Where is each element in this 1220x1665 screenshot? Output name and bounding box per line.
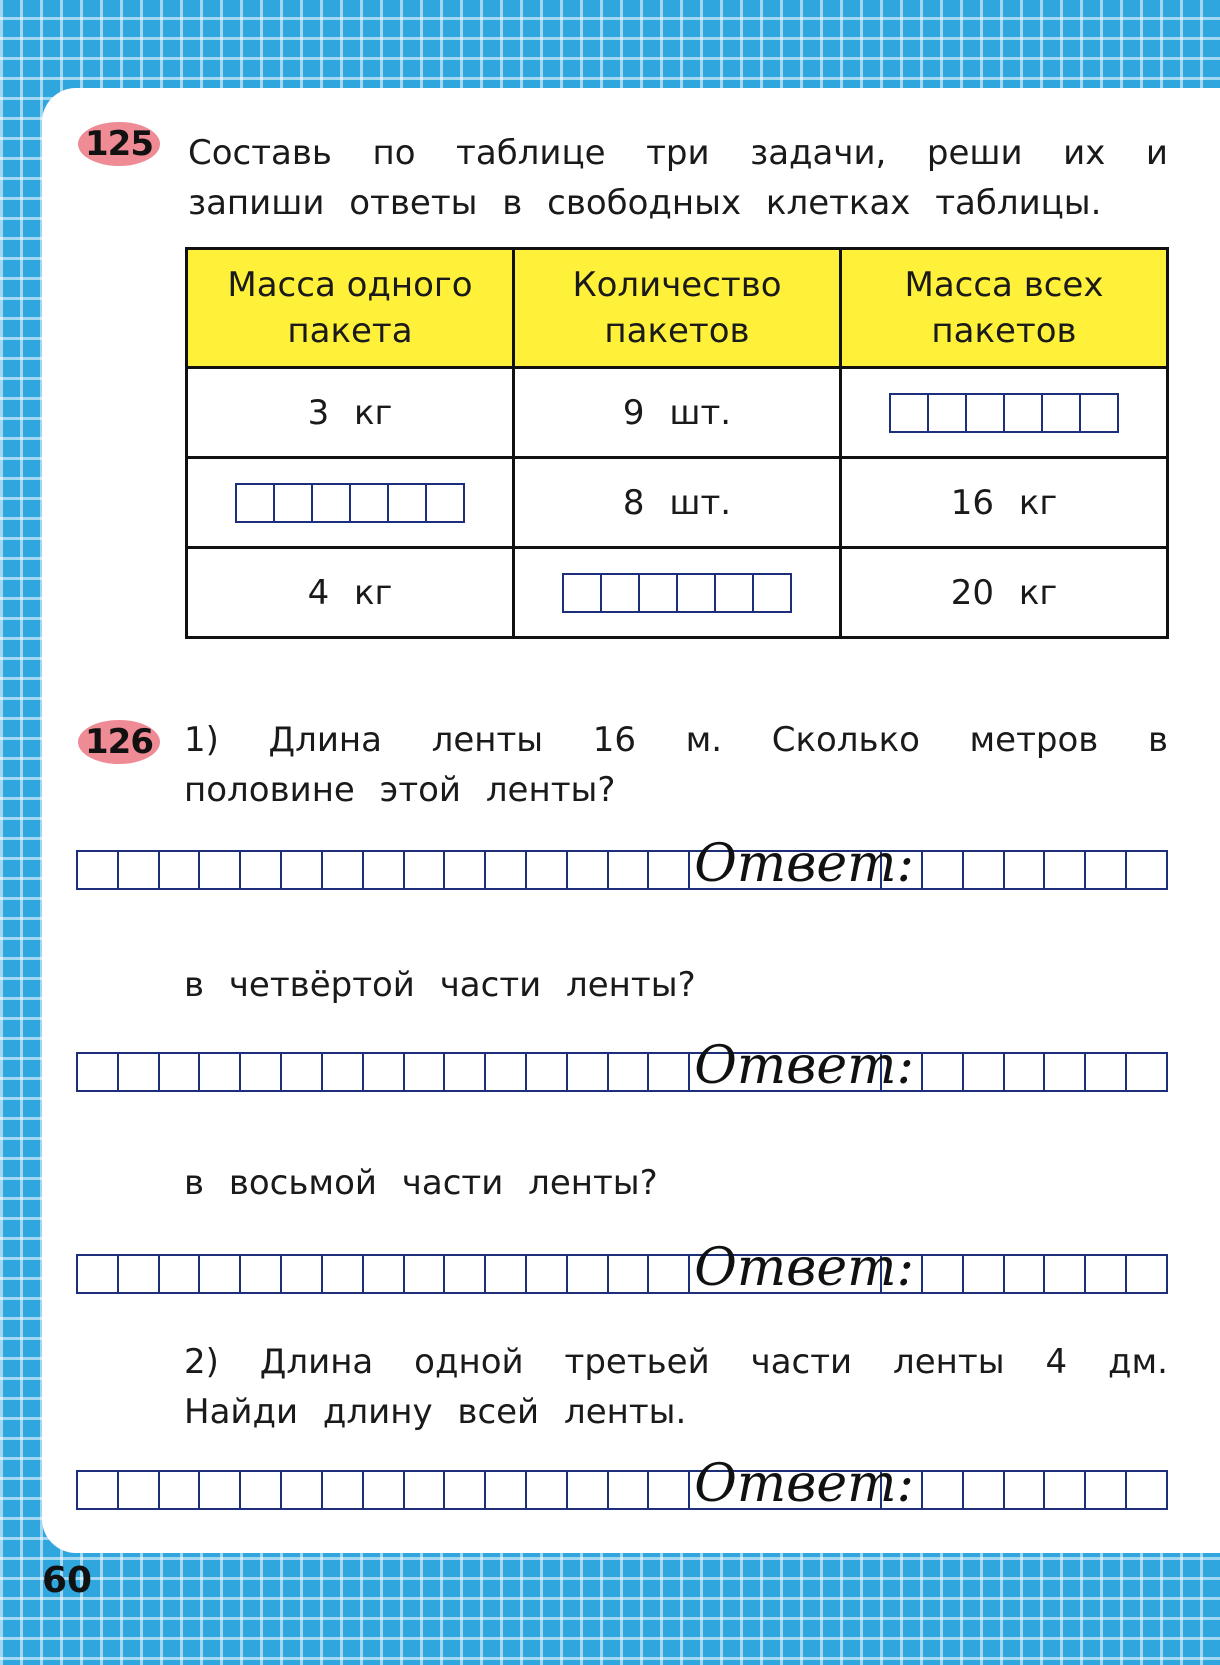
task-126-question-4: 2) Длина одной третьей части ленты 4 дм. Найди длину всей ленты. bbox=[184, 1342, 1168, 1432]
answer-boxes[interactable] bbox=[889, 393, 1119, 433]
answer-row-3[interactable] bbox=[76, 1238, 1168, 1298]
header-mass-one: Масса одного пакета bbox=[187, 249, 514, 368]
table-cell: 16 кг bbox=[841, 458, 1168, 548]
table-row bbox=[187, 458, 1168, 548]
table-cell: 8 шт. bbox=[514, 458, 841, 548]
table-cell: 4 кг bbox=[187, 548, 514, 638]
answer-cell[interactable] bbox=[187, 458, 514, 548]
answer-boxes[interactable] bbox=[235, 483, 465, 523]
answer-row-4[interactable] bbox=[76, 1454, 1168, 1514]
table-cell: 20 кг bbox=[841, 548, 1168, 638]
task-number-badge: 126 bbox=[78, 720, 160, 764]
task-126-question-2: в четвёртой части ленты? bbox=[184, 965, 696, 1005]
task-number-badge: 125 bbox=[78, 122, 160, 166]
page-number: 60 bbox=[42, 1560, 93, 1601]
answer-label: Ответ: bbox=[694, 1454, 914, 1514]
table-cell: 9 шт. bbox=[514, 368, 841, 458]
answer-label: Ответ: bbox=[694, 1238, 914, 1298]
table-row bbox=[187, 548, 1168, 638]
answer-cell[interactable] bbox=[514, 548, 841, 638]
header-mass-all: Масса всех пакетов bbox=[841, 249, 1168, 368]
table-row bbox=[187, 368, 1168, 458]
answer-row-1[interactable] bbox=[76, 834, 1168, 894]
table-cell: 3 кг bbox=[187, 368, 514, 458]
table-header-row bbox=[187, 249, 1168, 368]
answer-label: Ответ: bbox=[694, 1036, 914, 1096]
answer-boxes[interactable] bbox=[562, 573, 792, 613]
answer-cell[interactable] bbox=[841, 368, 1168, 458]
header-count: Количество пакетов bbox=[514, 249, 841, 368]
task-126-question-3: в восьмой части ленты? bbox=[184, 1163, 658, 1203]
task-125-text: Составь по таблице три задачи, реши их и запиши ответы в свободных клетках таблицы. bbox=[188, 133, 1168, 223]
mass-table bbox=[185, 247, 1169, 639]
answer-row-2[interactable] bbox=[76, 1036, 1168, 1096]
answer-label: Ответ: bbox=[694, 834, 914, 894]
task-126-question-1: 1) Длина ленты 16 м. Сколько метров в половине этой ленты? bbox=[184, 720, 1168, 810]
